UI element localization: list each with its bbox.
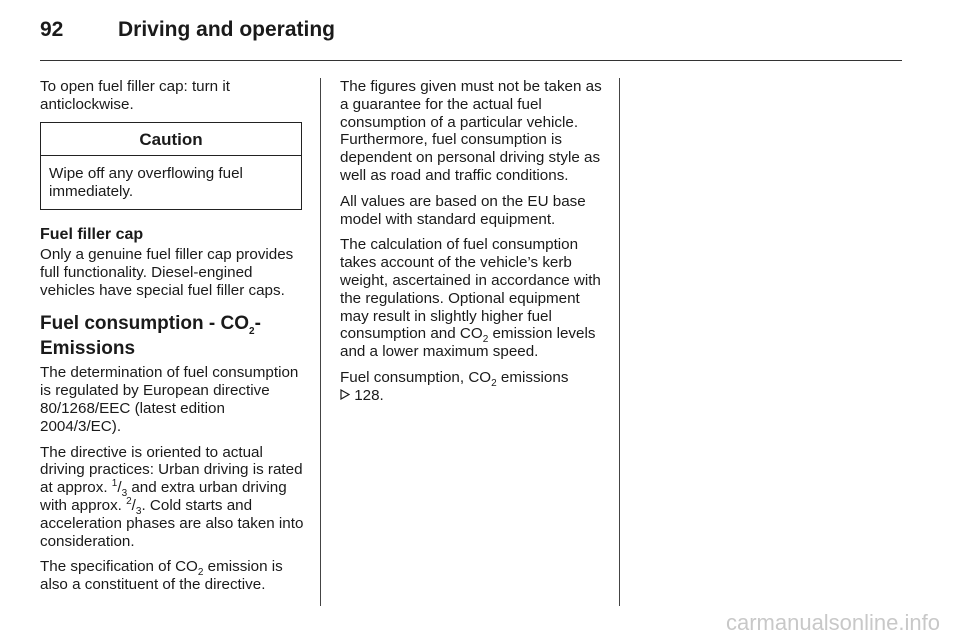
eu-base-paragraph: All values are based on the EU base model with standard equipment.	[340, 192, 586, 228]
caution-text: Wipe off any overflowing fuel immediately.	[49, 165, 243, 201]
column-divider-1	[320, 78, 321, 606]
consumption-paragraph-3	[40, 558, 306, 594]
column-left	[40, 78, 306, 602]
fraction1-numerator: 1	[111, 478, 118, 490]
consumption-paragraph-1: The determination of fuel consumption is regulated by European directive 80/1268/EEC (latest edition 2004/3/EC).	[40, 364, 299, 435]
header-rule	[40, 60, 902, 61]
ref-part-a: Fuel consumption, CO	[340, 368, 492, 386]
p3-subscript: 2	[197, 567, 204, 579]
calculation-paragraph	[340, 236, 608, 361]
ref-part-b: emissions	[496, 368, 569, 386]
heading-part-b: -	[254, 313, 261, 335]
fraction2-numerator: 2	[126, 495, 132, 507]
calc-subscript: 2	[482, 334, 489, 346]
guarantee-paragraph: The figures given must not be taken as a guarantee for the actual fuel consumption of a particular vehicle. Furthermore, fuel consumption is dependent on personal driving style as well as road and traffic conditions.	[340, 78, 602, 184]
heading-subscript: 2	[249, 326, 255, 338]
p2-part-c: . Cold starts and acceleration phases are also taken into consideration.	[40, 496, 304, 550]
column-divider-2	[619, 78, 620, 606]
calc-part-a: The calculation of fuel consumption takes account of the vehicle’s kerb weight, ascertained in accordance with the regulations. Optional equipment may result in slightly higher fuel consumption and CO	[340, 236, 601, 343]
p2-part-b: and extra urban driving with approx.	[40, 479, 287, 514]
page-reference[interactable]: 128.	[350, 386, 384, 404]
fuel-consumption-heading	[40, 311, 306, 361]
watermark: carmanualsonline.info	[725, 610, 940, 635]
page-number: 92	[40, 18, 64, 41]
p2-part-a: The directive is oriented to actual driving practices: Urban driving is rated at approx.	[40, 443, 303, 497]
ref-subscript: 2	[491, 377, 497, 389]
fraction1-denominator: 3	[121, 488, 128, 500]
fraction2-denominator: 3	[135, 505, 142, 517]
calc-part-b: emission levels and a lower maximum speed.	[340, 325, 596, 361]
heading-part-c: Emissions	[40, 338, 136, 360]
arrow-right-outline-icon[interactable]	[340, 388, 350, 406]
reference-paragraph	[340, 369, 608, 406]
heading-part-a: Fuel consumption - CO	[40, 313, 249, 335]
caution-box	[40, 122, 302, 210]
intro-paragraph: To open fuel filler cap: turn it anticlockwise.	[40, 78, 230, 113]
p3-part-b: emission is also a constituent of the directive.	[40, 558, 283, 594]
column-middle	[340, 78, 608, 414]
p3-part-a: The specification of CO	[40, 558, 198, 576]
section-title: Driving and operating	[118, 18, 336, 41]
caution-title: Caution	[41, 123, 301, 157]
consumption-paragraph-2: The directive is oriented to actual driving practices: Urban driving is rated at approx. $^1/_3$ and extra urban driving with approx. $^2/_3$. Cold starts and acceleration phases are also taken into consideration.	[40, 443, 304, 550]
fuel-filler-cap-heading: Fuel filler cap	[40, 225, 144, 243]
fuel-filler-cap-text: Only a genuine fuel filler cap provides full functionality. Diesel-engined vehicles have special fuel filler caps.	[40, 245, 294, 299]
